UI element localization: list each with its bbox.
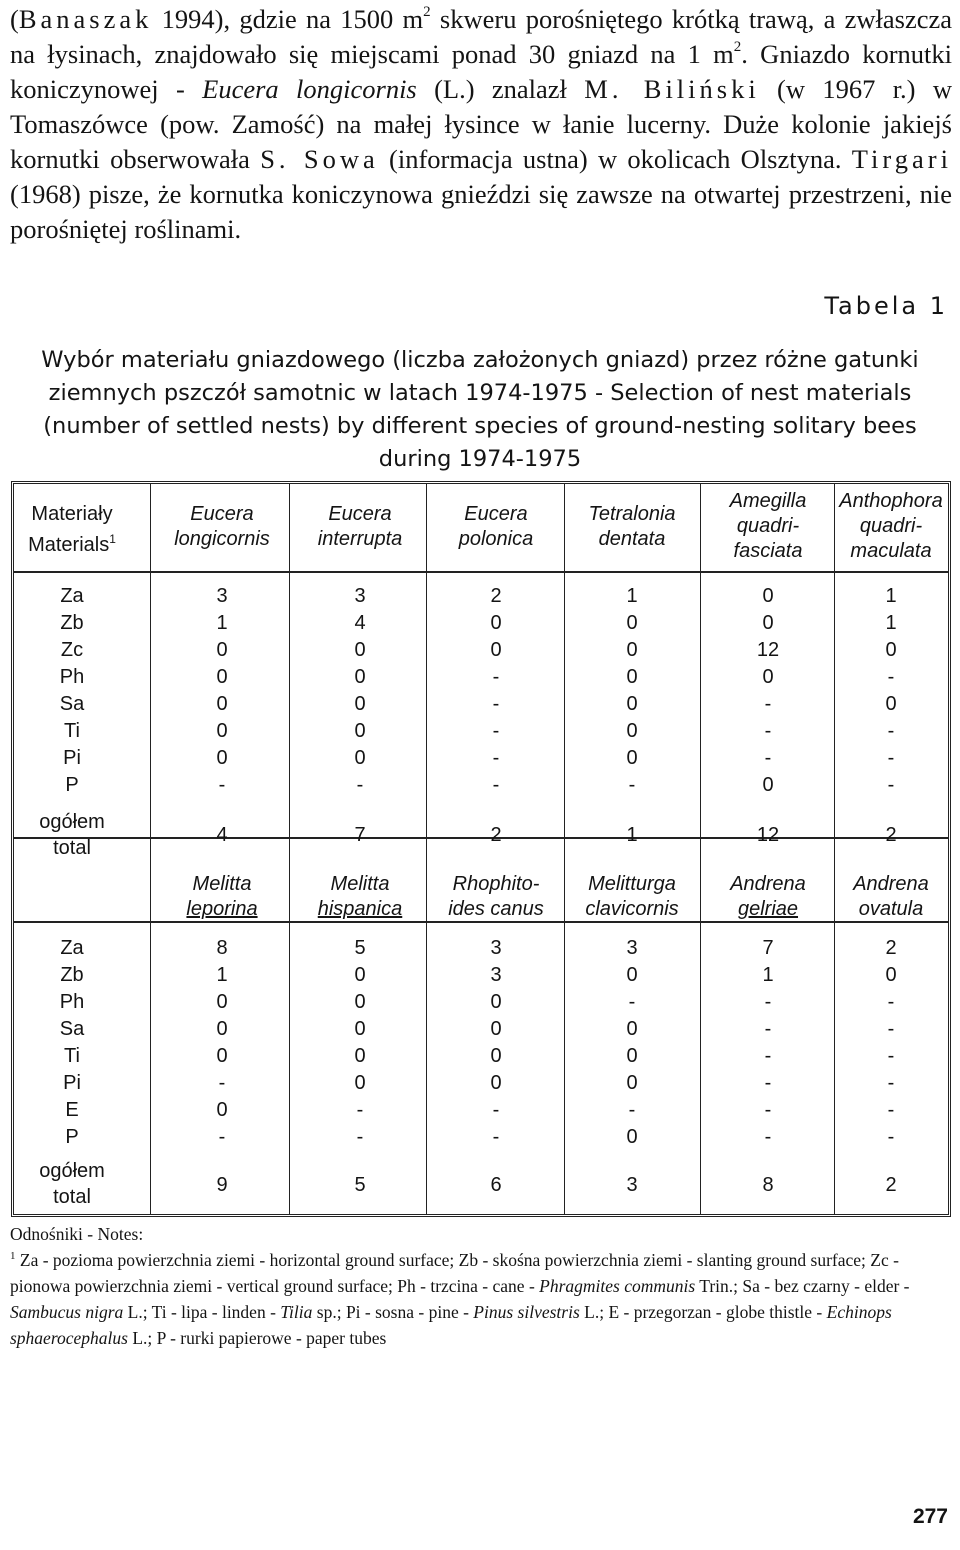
species-name: Andrena: [853, 873, 929, 895]
table-cell: -: [887, 1045, 895, 1067]
header-species: [459, 502, 534, 552]
row-label: Zb: [60, 612, 84, 634]
table-cell: -: [764, 1045, 772, 1067]
table-cell: -: [887, 720, 895, 742]
table-cell: -: [887, 1018, 895, 1040]
total-cell: 8: [762, 1174, 774, 1196]
superscript: 2: [733, 39, 742, 55]
table-cell: 0: [885, 964, 897, 986]
table-cell: 3: [354, 585, 366, 607]
table-cell: 0: [216, 1045, 228, 1067]
table-cell: 0: [354, 1018, 366, 1040]
header-species: [318, 502, 403, 552]
row-label: Ph: [59, 991, 85, 1013]
species-name: quadri-: [736, 515, 800, 537]
column-divider: [426, 484, 427, 1214]
text-run: (w 1967 r.) w Tomaszówce (pow. Zamość) na małej łysince w łanie lucerny. Duże kolonie jakiejś kornutki obserwowała: [10, 74, 952, 174]
total-cell: 5: [354, 1174, 366, 1196]
table-cell: -: [492, 666, 500, 688]
table-cell: 0: [216, 1099, 228, 1121]
table-cell: 0: [762, 585, 774, 607]
table-cell: 0: [885, 693, 897, 715]
table-cell: 5: [354, 937, 366, 959]
table-cell: 3: [490, 937, 502, 959]
header-species: [730, 489, 807, 564]
table-cell: -: [492, 720, 500, 742]
section2-species: [853, 872, 929, 922]
table-cell: -: [492, 1099, 500, 1121]
row-label: Ph: [59, 666, 85, 688]
total-cell: 2: [885, 824, 897, 846]
table-cell: 0: [626, 1126, 638, 1148]
header-species: [588, 502, 675, 552]
row-label: Zc: [60, 639, 84, 661]
table-cell: 0: [626, 612, 638, 634]
section2-species: [730, 872, 806, 922]
header-species: [839, 489, 942, 564]
table-cell: 0: [216, 720, 228, 742]
table-cell: -: [887, 1072, 895, 1094]
species-name: ovatula: [858, 898, 924, 920]
table-cell: -: [356, 774, 364, 796]
table-cell: 0: [354, 1072, 366, 1094]
table-cell: 3: [626, 937, 638, 959]
species-name: dentata: [598, 528, 666, 550]
table-cell: 0: [354, 1045, 366, 1067]
table-cell: -: [764, 1126, 772, 1148]
row-label: Pi: [63, 747, 81, 769]
total-cell: 4: [216, 824, 228, 846]
table-cell: -: [887, 774, 895, 796]
table-cell: 0: [626, 666, 638, 688]
total-text: total: [53, 1186, 91, 1208]
row-label: Ti: [64, 1045, 80, 1067]
note-text: sp.; Pi - sosna - pine -: [312, 1302, 474, 1322]
text-run: (: [10, 4, 19, 34]
table-cell: 2: [490, 585, 502, 607]
table-cell: 1: [885, 612, 897, 634]
table-cell: -: [887, 747, 895, 769]
species-name: gelriae: [737, 898, 799, 920]
table-cell: 3: [490, 964, 502, 986]
table-cell: 2: [885, 937, 897, 959]
table-cell: 0: [626, 1018, 638, 1040]
table-cell: 0: [762, 666, 774, 688]
author-name: Banaszak: [18, 4, 153, 34]
species-name: Andrena: [730, 873, 806, 895]
text-run: 1994), gdzie na 1500 m: [152, 4, 424, 34]
total-cell: 3: [626, 1174, 638, 1196]
species-name: longicornis: [174, 528, 270, 550]
total-cell: 1: [626, 824, 638, 846]
row-label: Zb: [60, 964, 84, 986]
table-cell: 1: [885, 585, 897, 607]
author-name: M. Biliński: [584, 74, 760, 104]
table-cell: -: [356, 1099, 364, 1121]
total-cell: 7: [354, 824, 366, 846]
table-cell: 0: [354, 964, 366, 986]
table-cell: 0: [626, 1045, 638, 1067]
column-divider: [700, 484, 701, 1214]
species-name: ides canus: [448, 898, 544, 920]
table-cell: 4: [354, 612, 366, 634]
total-text: total: [53, 837, 91, 859]
total-cell: 12: [756, 824, 780, 846]
table-caption: Wybór materiału gniazdowego (liczba założonych gniazd) przez różne gatunki ziemnych pszczół samotnic w latach 1974-1975 - Selection of nest materials (number of settled nests) by different species of ground-nesting solitary bees during 1974-1975: [41, 347, 919, 472]
species-name: Melitta: [192, 873, 252, 895]
header-text: Materiały: [31, 503, 113, 525]
species-name: Tetralonia: [588, 503, 676, 525]
table-cell: 0: [626, 639, 638, 661]
table-cell: 0: [216, 639, 228, 661]
table-cell: -: [887, 991, 895, 1013]
table-cell: 0: [490, 991, 502, 1013]
table-cell: 0: [354, 720, 366, 742]
text-run: (L.) znalazł: [416, 74, 585, 104]
table-cell: 12: [756, 639, 780, 661]
author-name: Tirgari: [851, 144, 952, 174]
section2-species: [186, 872, 257, 922]
total-cell: 2: [885, 1174, 897, 1196]
species-name: Eucera: [464, 503, 528, 525]
table-cell: 1: [216, 964, 228, 986]
table-cell: 0: [626, 693, 638, 715]
body-paragraph: [10, 2, 952, 247]
superscript: 2: [423, 4, 431, 20]
table-cell: 0: [762, 612, 774, 634]
species-name: Melitta: [330, 873, 390, 895]
species-name: polonica: [458, 528, 534, 550]
table-cell: -: [887, 666, 895, 688]
table-cell: -: [764, 720, 772, 742]
table-cell: 3: [216, 585, 228, 607]
total-text: ogółem: [39, 811, 105, 833]
note-text: L.; E - przegorzan - globe thistle -: [579, 1302, 827, 1322]
species-name: Phragmites communis: [539, 1276, 696, 1296]
table-cell: 0: [626, 720, 638, 742]
row-label: Za: [60, 585, 84, 607]
table-cell: -: [492, 774, 500, 796]
header-text: Materials: [28, 534, 110, 556]
table-cell: -: [492, 693, 500, 715]
species-name: Tilia: [280, 1302, 313, 1322]
row-label: P: [65, 774, 79, 796]
total-label: [39, 1158, 105, 1210]
row-divider: [14, 571, 948, 573]
note-text: Za - pozioma powierzchnia ziemi - horizontal ground surface; Zb - skośna powierzchnia ziemi - slanting ground surface; Zc - pionowa powierzchnia ziemi - vertical ground surface; Ph - trzcina - cane -: [10, 1250, 899, 1296]
table-notes: [10, 1221, 945, 1351]
row-label: Pi: [63, 1072, 81, 1094]
species-name: quadri-: [859, 515, 923, 537]
table-cell: 0: [490, 612, 502, 634]
table-cell: -: [764, 1072, 772, 1094]
table-cell: 0: [626, 964, 638, 986]
table-cell: -: [764, 1099, 772, 1121]
table-cell: 0: [216, 693, 228, 715]
table-cell: -: [764, 693, 772, 715]
table-cell: 1: [216, 612, 228, 634]
table-cell: 0: [354, 991, 366, 1013]
notes-heading: Odnośniki - Notes:: [10, 1224, 144, 1244]
table-cell: 8: [216, 937, 228, 959]
column-divider: [150, 484, 151, 1214]
species-name: Anthophora: [839, 490, 943, 512]
text-run: (informacja ustna) w okolicach Olsztyna.: [378, 144, 852, 174]
total-text: ogółem: [39, 1160, 105, 1182]
column-divider: [834, 484, 835, 1214]
table-cell: 0: [626, 1072, 638, 1094]
table-cell: -: [628, 774, 636, 796]
species-name: leporina: [186, 898, 258, 920]
text-run: (1968) pisze, że kornutka koniczynowa gnieździ się zawsze na otwartej przestrzeni, nie porośniętej roślinami.: [10, 179, 952, 244]
table-cell: 0: [490, 639, 502, 661]
nest-materials-table: [11, 481, 951, 1217]
species-name: Rhophito-: [452, 873, 540, 895]
species-name: hispanica: [317, 898, 403, 920]
species-name: clavicornis: [585, 898, 679, 920]
table-cell: -: [764, 747, 772, 769]
page-number: 277: [912, 1505, 948, 1528]
table-cell: -: [764, 991, 772, 1013]
row-label: Sa: [59, 1018, 85, 1040]
table-cell: -: [887, 1126, 895, 1148]
species-name: Eucera: [328, 503, 392, 525]
text-run: skweru porośniętego krótką trawą, a zwłaszcza na łysinach, znajdowało się miejscami ponad 30 gniazd na 1 m: [10, 4, 952, 69]
species-name: Melitturga: [588, 873, 676, 895]
table-cell: -: [628, 1099, 636, 1121]
table-cell: 0: [216, 1018, 228, 1040]
table-cell: 0: [216, 747, 228, 769]
table-cell: -: [887, 1099, 895, 1121]
table-cell: -: [356, 1126, 364, 1148]
species-name: Pinus silvestris: [473, 1302, 580, 1322]
table-cell: 0: [626, 747, 638, 769]
table-cell: 0: [354, 639, 366, 661]
header-materials: [28, 502, 116, 558]
table-cell: 0: [354, 693, 366, 715]
table-cell: 1: [762, 964, 774, 986]
total-label: [39, 809, 105, 861]
table-cell: 0: [885, 639, 897, 661]
row-divider: [14, 837, 948, 839]
table-cell: 0: [762, 774, 774, 796]
total-cell: 9: [216, 1174, 228, 1196]
note-text: L.; P - rurki papierowe - paper tubes: [127, 1328, 387, 1348]
table-cell: 0: [354, 666, 366, 688]
table-number: Tabela 1: [824, 292, 948, 320]
column-divider: [564, 484, 565, 1214]
species-name: Eucera: [190, 503, 254, 525]
superscript: 1: [109, 532, 116, 546]
table-cell: 1: [626, 585, 638, 607]
total-cell: 6: [490, 1174, 502, 1196]
header-species: [174, 502, 270, 552]
table-cell: 0: [490, 1072, 502, 1094]
author-name: S. Sowa: [260, 144, 379, 174]
species-name: Amegilla: [729, 490, 807, 512]
superscript: 1: [10, 1250, 16, 1262]
species-name: interrupta: [317, 528, 403, 550]
column-divider: [289, 484, 290, 1214]
row-label: P: [65, 1126, 79, 1148]
table-cell: -: [492, 1126, 500, 1148]
species-name: Echinops sphaerocephalus: [10, 1302, 892, 1348]
row-label: Sa: [59, 693, 85, 715]
note-text: Trin.; Sa - bez czarny - elder -: [695, 1276, 910, 1296]
table-cell: 0: [490, 1018, 502, 1040]
section2-species: [448, 872, 544, 922]
text-run: . Gniazdo kornutki koniczynowej -: [10, 39, 953, 104]
total-cell: 2: [490, 824, 502, 846]
table-cell: 7: [762, 937, 774, 959]
row-label: Ti: [64, 720, 80, 742]
table-cell: -: [218, 1072, 226, 1094]
table-cell: -: [492, 747, 500, 769]
table-cell: 0: [216, 991, 228, 1013]
table-cell: -: [218, 1126, 226, 1148]
note-text: L.; Ti - lipa - linden -: [123, 1302, 281, 1322]
table-cell: -: [218, 774, 226, 796]
table-cell: 0: [354, 747, 366, 769]
species-name: Sambucus nigra: [10, 1302, 124, 1322]
table-cell: -: [628, 991, 636, 1013]
row-label: E: [65, 1099, 79, 1121]
section2-species: [585, 872, 678, 922]
species-name: Eucera longicornis: [202, 74, 417, 104]
section2-species: [318, 872, 403, 922]
species-name: maculata: [850, 540, 932, 562]
species-name: fasciata: [733, 540, 803, 562]
table-cell: -: [764, 1018, 772, 1040]
table-cell: 0: [490, 1045, 502, 1067]
table-cell: 0: [216, 666, 228, 688]
row-label: Za: [60, 937, 84, 959]
